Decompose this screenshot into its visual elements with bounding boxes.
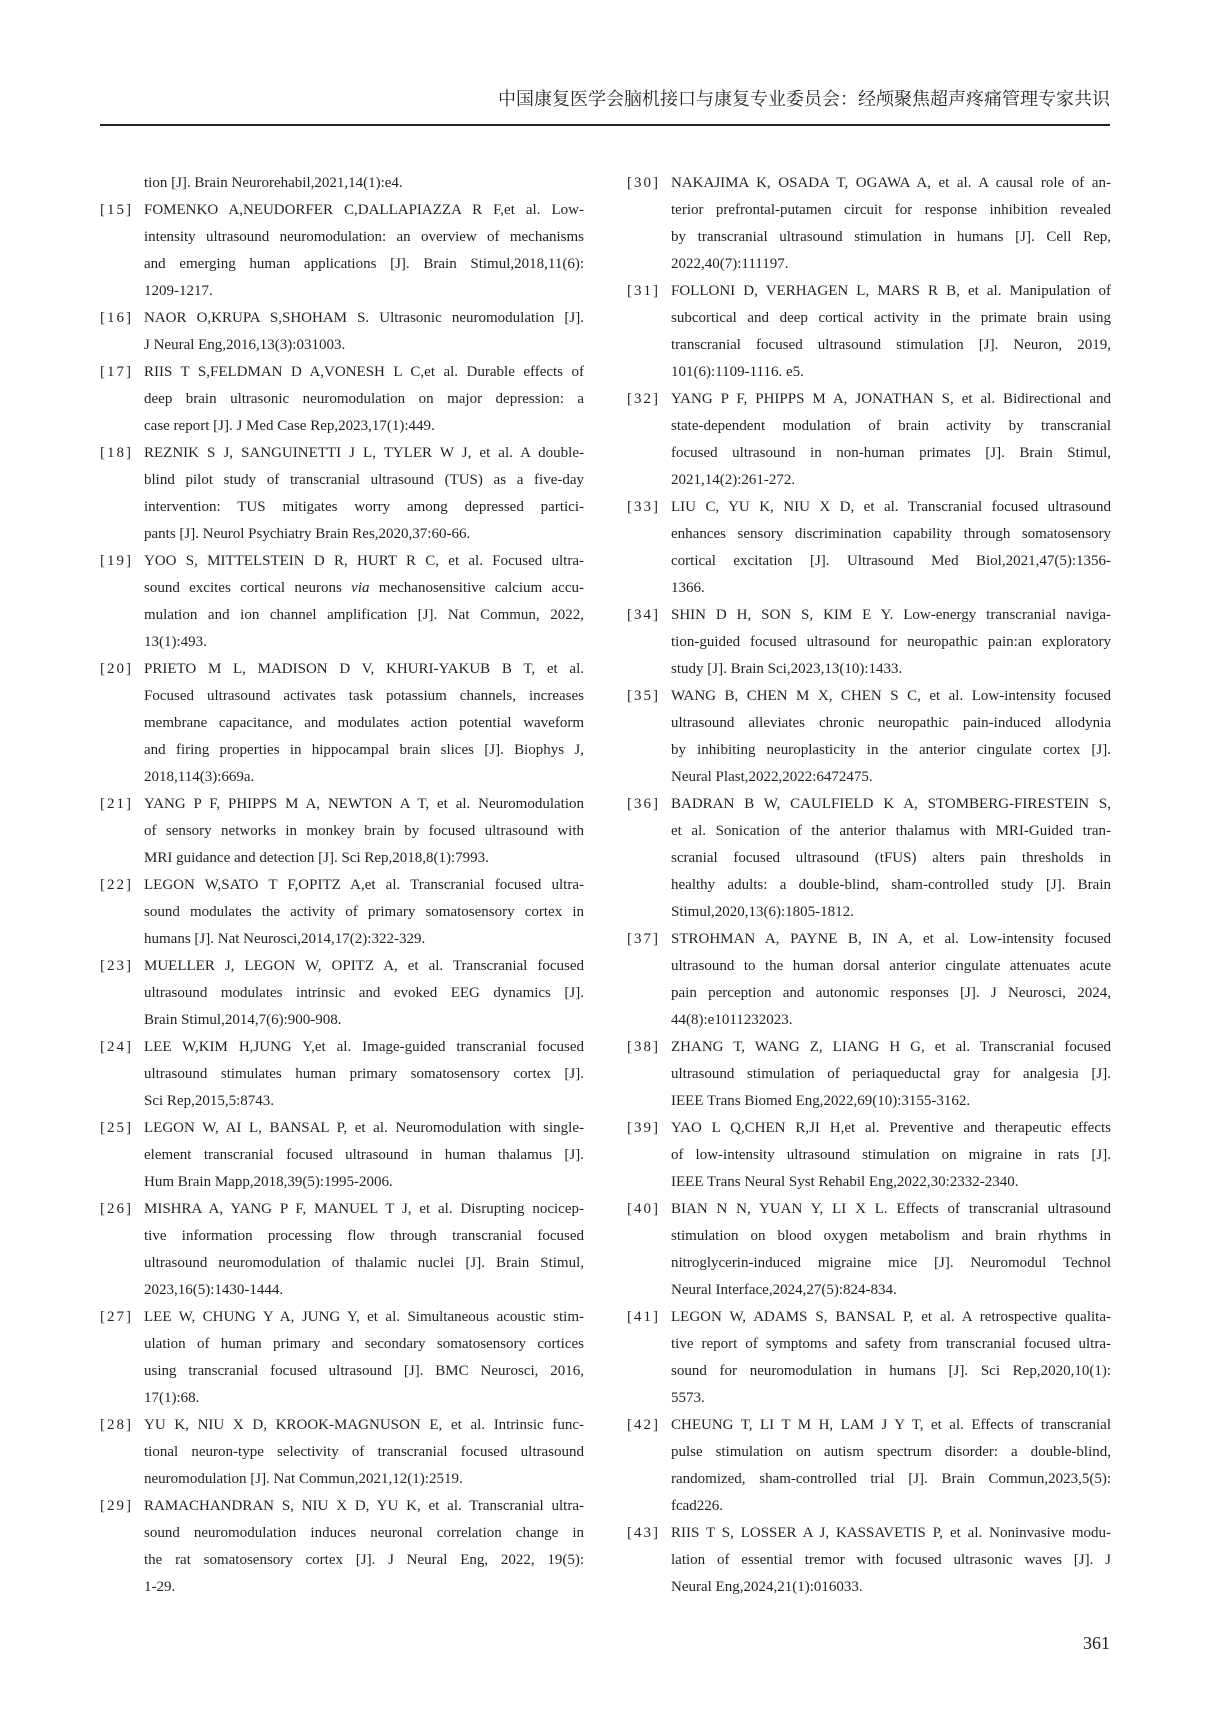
- reference-text: [144, 440, 584, 548]
- reference-entry: [627, 386, 1111, 494]
- line-segment: mechanosensitive calcium accu-: [369, 580, 584, 596]
- reference-line: CHEUNG T, LI T M H, LAM J Y T, et al. Effects of transcranial: [671, 1417, 1111, 1433]
- reference-text: [144, 1196, 584, 1304]
- page-number: 361: [1083, 1633, 1110, 1653]
- reference-number: [32]: [627, 391, 660, 407]
- reference-line: MRI guidance and detection [J]. Sci Rep,2018,8(1):7993.: [144, 850, 489, 866]
- reference-number: [23]: [100, 958, 133, 974]
- reference-number: [34]: [627, 607, 660, 623]
- reference-line: IEEE Trans Biomed Eng,2022,69(10):3155-3162.: [671, 1093, 971, 1109]
- reference-number: [20]: [100, 661, 133, 677]
- reference-entry: [627, 170, 1111, 278]
- reference-line: LIU C, YU K, NIU X D, et al. Transcranial focused ultrasound: [671, 499, 1111, 515]
- reference-entry: [627, 1034, 1111, 1115]
- reference-line: intervention: TUS mitigates worry among depressed partici-: [144, 499, 584, 515]
- reference-line: Stimul,2020,13(6):1805-1812.: [671, 904, 854, 920]
- reference-line: YU K, NIU X D, KROOK-MAGNUSON E, et al. Intrinsic func-: [144, 1417, 584, 1433]
- reference-line: YOO S, MITTELSTEIN D R, HURT R C, et al. Focused ultra-: [144, 553, 584, 569]
- reference-line: LEGON W, AI L, BANSAL P, et al. Neuromodulation with single-: [144, 1120, 584, 1136]
- reference-line: Brain Stimul,2014,7(6):900-908.: [144, 1012, 342, 1028]
- reference-line: and firing properties in hippocampal brain slices [J]. Biophys J,: [144, 742, 584, 758]
- reference-line: [144, 575, 584, 602]
- reference-line: 2018,114(3):669a.: [144, 769, 255, 785]
- reference-text: [144, 1115, 584, 1196]
- reference-text: [144, 656, 584, 791]
- reference-line: using transcranial focused ultrasound [J]. BMC Neurosci, 2016,: [144, 1363, 584, 1379]
- reference-entry: [100, 953, 584, 1034]
- reference-line: ZHANG T, WANG Z, LIANG H G, et al. Transcranial focused: [671, 1039, 1111, 1055]
- reference-line: 2022,40(7):111197.: [671, 256, 789, 272]
- reference-line: SHIN D H, SON S, KIM E Y. Low-energy transcranial naviga-: [671, 607, 1111, 623]
- reference-number: [26]: [100, 1201, 133, 1217]
- reference-text: [671, 1034, 1111, 1115]
- reference-line: 17(1):68.: [144, 1390, 200, 1406]
- reference-entry: [100, 359, 584, 440]
- reference-line: nitroglycerin-induced migraine mice [J]. Neuromodul Technol: [671, 1255, 1111, 1271]
- reference-line: 2021,14(2):261-272.: [671, 472, 796, 488]
- reference-line: tion [J]. Brain Neurorehabil,2021,14(1):e4.: [144, 175, 403, 191]
- reference-line: WANG B, CHEN M X, CHEN S C, et al. Low-intensity focused: [671, 688, 1111, 704]
- reference-line: STROHMAN A, PAYNE B, IN A, et al. Low-intensity focused: [671, 931, 1111, 947]
- reference-line: of low-intensity ultrasound stimulation on migraine in rats [J].: [671, 1147, 1111, 1163]
- reference-entry: [100, 170, 584, 197]
- reference-line: focused ultrasound in non-human primates [J]. Brain Stimul,: [671, 445, 1111, 461]
- reference-line: sound for neuromodulation in humans [J]. Sci Rep,2020,10(1):: [671, 1363, 1111, 1379]
- reference-line: ultrasound neuromodulation of thalamic nuclei [J]. Brain Stimul,: [144, 1255, 584, 1271]
- reference-text: [671, 602, 1111, 683]
- reference-text: [144, 170, 584, 197]
- reference-entry: [627, 926, 1111, 1034]
- reference-line: 1-29.: [144, 1579, 176, 1595]
- reference-line: REZNIK S J, SANGUINETTI J L, TYLER W J, et al. A double-: [144, 445, 584, 461]
- reference-entry: [627, 602, 1111, 683]
- reference-entry: [627, 1196, 1111, 1304]
- reference-line: RIIS T S, LOSSER A J, KASSAVETIS P, et al. Noninvasive modu-: [671, 1525, 1111, 1541]
- reference-line: FOLLONI D, VERHAGEN L, MARS R B, et al. Manipulation of: [671, 283, 1111, 299]
- right-column: [627, 170, 1111, 1601]
- reference-line: NAOR O,KRUPA S,SHOHAM S. Ultrasonic neuromodulation [J].: [144, 310, 584, 326]
- reference-number: [19]: [100, 553, 133, 569]
- reference-number: [39]: [627, 1120, 660, 1136]
- reference-line: IEEE Trans Neural Syst Rehabil Eng,2022,30:2332-2340.: [671, 1174, 1019, 1190]
- reference-line: of sensory networks in monkey brain by focused ultrasound with: [144, 823, 584, 839]
- reference-text: [671, 386, 1111, 494]
- reference-text: [144, 791, 584, 872]
- reference-text: [144, 548, 584, 656]
- reference-line: fcad226.: [671, 1498, 724, 1514]
- reference-text: [144, 953, 584, 1034]
- left-column: [100, 170, 584, 1601]
- reference-entry: [100, 791, 584, 872]
- reference-line: ultrasound to the human dorsal anterior cingulate attenuates acute: [671, 958, 1111, 974]
- reference-line: Focused ultrasound activates task potassium channels, increases: [144, 688, 584, 704]
- reference-entry: [100, 305, 584, 359]
- reference-line: state-dependent modulation of brain activity by transcranial: [671, 418, 1111, 434]
- reference-line: scranial focused ultrasound (tFUS) alters pain thresholds in: [671, 850, 1111, 866]
- reference-number: [41]: [627, 1309, 660, 1325]
- reference-line: enhances sensory discrimination capability through somatosensory: [671, 526, 1111, 542]
- reference-line: 101(6):1109-1116. e5.: [671, 364, 804, 380]
- reference-line: stimulation on blood oxygen metabolism and brain rhythms in: [671, 1228, 1111, 1244]
- reference-line: 2023,16(5):1430-1444.: [144, 1282, 284, 1298]
- reference-line: RAMACHANDRAN S, NIU X D, YU K, et al. Transcranial ultra-: [144, 1498, 584, 1514]
- reference-line: by transcranial ultrasound stimulation in humans [J]. Cell Rep,: [671, 229, 1111, 245]
- reference-text: [144, 1304, 584, 1412]
- reference-line: 1366.: [671, 580, 705, 596]
- reference-line: Neural Plast,2022,2022:6472475.: [671, 769, 873, 785]
- reference-number: [22]: [100, 877, 133, 893]
- reference-entry: [627, 1304, 1111, 1412]
- reference-entry: [627, 791, 1111, 926]
- reference-line: Hum Brain Mapp,2018,39(5):1995-2006.: [144, 1174, 393, 1190]
- line-segment: sound excites cortical neurons: [144, 580, 352, 596]
- reference-line: sound neuromodulation induces neuronal correlation change in: [144, 1525, 584, 1541]
- reference-line: tive report of symptoms and safety from transcranial focused ultra-: [671, 1336, 1111, 1352]
- reference-entry: [100, 1034, 584, 1115]
- reference-line: sound modulates the activity of primary somatosensory cortex in: [144, 904, 584, 920]
- reference-text: [144, 1493, 584, 1601]
- reference-line: study [J]. Brain Sci,2023,13(10):1433.: [671, 661, 903, 677]
- reference-line: ultrasound stimulates human primary somatosensory cortex [J].: [144, 1066, 584, 1082]
- reference-line: Neural Interface,2024,27(5):824-834.: [671, 1282, 897, 1298]
- reference-entry: [100, 548, 584, 656]
- reference-entry: [627, 494, 1111, 602]
- reference-line: BADRAN B W, CAULFIELD K A, STOMBERG-FIRESTEIN S,: [671, 796, 1111, 812]
- reference-line: ultrasound stimulation of periaqueductal gray for analgesia [J].: [671, 1066, 1111, 1082]
- reference-line: J Neural Eng,2016,13(3):031003.: [144, 337, 346, 353]
- reference-line: deep brain ultrasonic neuromodulation on major depression: a: [144, 391, 584, 407]
- reference-entry: [627, 1115, 1111, 1196]
- reference-text: [671, 170, 1111, 278]
- reference-line: 5573.: [671, 1390, 705, 1406]
- reference-line: YANG P F, PHIPPS M A, JONATHAN S, et al. Bidirectional and: [671, 391, 1111, 407]
- reference-number: [35]: [627, 688, 660, 704]
- reference-line: pants [J]. Neurol Psychiatry Brain Res,2020,37:60-66.: [144, 526, 471, 542]
- reference-line: healthy adults: a double-blind, sham-controlled study [J]. Brain: [671, 877, 1111, 893]
- reference-line: randomized, sham-controlled trial [J]. Brain Commun,2023,5(5):: [671, 1471, 1111, 1487]
- reference-entry: [100, 440, 584, 548]
- reference-number: [25]: [100, 1120, 133, 1136]
- reference-line: RIIS T S,FELDMAN D A,VONESH L C,et al. Durable effects of: [144, 364, 584, 380]
- reference-line: pain perception and autonomic responses [J]. J Neurosci, 2024,: [671, 985, 1111, 1001]
- reference-line: by inhibiting neuroplasticity in the anterior cingulate cortex [J].: [671, 742, 1111, 758]
- italic-term: via: [351, 580, 370, 596]
- reference-line: ultrasound modulates intrinsic and evoked EEG dynamics [J].: [144, 985, 584, 1001]
- reference-text: [671, 791, 1111, 926]
- reference-number: [40]: [627, 1201, 660, 1217]
- reference-text: [671, 1115, 1111, 1196]
- reference-number: [17]: [100, 364, 133, 380]
- reference-line: MISHRA A, YANG P F, MANUEL T J, et al. Disrupting nocicep-: [144, 1201, 584, 1217]
- reference-entry: [627, 1412, 1111, 1520]
- reference-line: Sci Rep,2015,5:8743.: [144, 1093, 274, 1109]
- reference-text: [144, 197, 584, 305]
- reference-entry: [100, 656, 584, 791]
- reference-text: [671, 683, 1111, 791]
- reference-line: terior prefrontal-putamen circuit for response inhibition revealed: [671, 202, 1111, 218]
- reference-line: tional neuron-type selectivity of transcranial focused ultrasound: [144, 1444, 584, 1460]
- reference-number: [16]: [100, 310, 133, 326]
- reference-line: and emerging human applications [J]. Brain Stimul,2018,11(6):: [144, 256, 584, 272]
- reference-number: [42]: [627, 1417, 660, 1433]
- reference-number: [27]: [100, 1309, 133, 1325]
- reference-text: [144, 1412, 584, 1493]
- reference-line: 13(1):493.: [144, 634, 207, 650]
- reference-line: membrane capacitance, and modulates action potential waveform: [144, 715, 584, 731]
- reference-line: element transcranial focused ultrasound in human thalamus [J].: [144, 1147, 584, 1163]
- reference-line: LEGON W, ADAMS S, BANSAL P, et al. A retrospective qualita-: [671, 1309, 1111, 1325]
- reference-line: 1209-1217.: [144, 283, 213, 299]
- reference-entry: [100, 197, 584, 305]
- reference-text: [671, 926, 1111, 1034]
- reference-line: BIAN N N, YUAN Y, LI X L. Effects of transcranial ultrasound: [671, 1201, 1111, 1217]
- reference-text: [671, 1520, 1111, 1601]
- reference-line: transcranial focused ultrasound stimulation [J]. Neuron, 2019,: [671, 337, 1111, 353]
- reference-line: PRIETO M L, MADISON D V, KHURI-YAKUB B T, et al.: [144, 661, 584, 677]
- reference-number: [21]: [100, 796, 133, 812]
- reference-line: tion-guided focused ultrasound for neuropathic pain:an exploratory: [671, 634, 1111, 650]
- reference-line: FOMENKO A,NEUDORFER C,DALLAPIAZZA R F,et al. Low-: [144, 202, 584, 218]
- reference-line: intensity ultrasound neuromodulation: an overview of mechanisms: [144, 229, 584, 245]
- reference-line: NAKAJIMA K, OSADA T, OGAWA A, et al. A causal role of an-: [671, 175, 1111, 191]
- reference-line: the rat somatosensory cortex [J]. J Neural Eng, 2022, 19(5):: [144, 1552, 584, 1568]
- reference-number: [28]: [100, 1417, 133, 1433]
- reference-text: [671, 1304, 1111, 1412]
- reference-line: mulation and ion channel amplification [J]. Nat Commun, 2022,: [144, 607, 584, 623]
- reference-line: blind pilot study of transcranial ultrasound (TUS) as a five-day: [144, 472, 584, 488]
- reference-number: [31]: [627, 283, 660, 299]
- reference-line: Neural Eng,2024,21(1):016033.: [671, 1579, 863, 1595]
- reference-line: LEE W,KIM H,JUNG Y,et al. Image-guided transcranial focused: [144, 1039, 584, 1055]
- reference-line: neuromodulation [J]. Nat Commun,2021,12(1):2519.: [144, 1471, 463, 1487]
- reference-text: [144, 305, 584, 359]
- reference-text: [144, 1034, 584, 1115]
- running-header-title: 中国康复医学会脑机接口与康复专业委员会：经颅聚焦超声疼痛管理专家共识: [498, 89, 1110, 109]
- reference-line: YANG P F, PHIPPS M A, NEWTON A T, et al. Neuromodulation: [144, 796, 584, 812]
- reference-entry: [100, 1412, 584, 1493]
- reference-line: humans [J]. Nat Neurosci,2014,17(2):322-329.: [144, 931, 426, 947]
- reference-line: et al. Sonication of the anterior thalamus with MRI-Guided tran-: [671, 823, 1111, 839]
- reference-number: [38]: [627, 1039, 660, 1055]
- reference-text: [144, 872, 584, 953]
- reference-text: [671, 1412, 1111, 1520]
- reference-line: case report [J]. J Med Case Rep,2023,17(1):449.: [144, 418, 435, 434]
- reference-line: LEGON W,SATO T F,OPITZ A,et al. Transcranial focused ultra-: [144, 877, 584, 893]
- reference-line: cortical excitation [J]. Ultrasound Med Biol,2021,47(5):1356-: [671, 553, 1111, 569]
- reference-number: [33]: [627, 499, 660, 515]
- header-rule: [100, 124, 1110, 126]
- reference-entry: [627, 278, 1111, 386]
- reference-number: [43]: [627, 1525, 660, 1541]
- reference-line: lation of essential tremor with focused ultrasonic waves [J]. J: [671, 1552, 1111, 1568]
- reference-line: YAO L Q,CHEN R,JI H,et al. Preventive and therapeutic effects: [671, 1120, 1111, 1136]
- reference-number: [36]: [627, 796, 660, 812]
- reference-number: [15]: [100, 202, 133, 218]
- reference-text: [144, 359, 584, 440]
- reference-entry: [627, 683, 1111, 791]
- reference-entry: [100, 1196, 584, 1304]
- reference-line: LEE W, CHUNG Y A, JUNG Y, et al. Simultaneous acoustic stim-: [144, 1309, 584, 1325]
- reference-number: [24]: [100, 1039, 133, 1055]
- reference-line: ultrasound alleviates chronic neuropathic pain-induced allodynia: [671, 715, 1111, 731]
- reference-entry: [100, 1493, 584, 1601]
- reference-number: [29]: [100, 1498, 133, 1514]
- reference-line: pulse stimulation on autism spectrum disorder: a double-blind,: [671, 1444, 1111, 1460]
- reference-text: [671, 1196, 1111, 1304]
- reference-line: MUELLER J, LEGON W, OPITZ A, et al. Transcranial focused: [144, 958, 584, 974]
- reference-line: ulation of human primary and secondary somatosensory cortices: [144, 1336, 584, 1352]
- reference-entry: [100, 1304, 584, 1412]
- reference-entry: [627, 1520, 1111, 1601]
- reference-number: [37]: [627, 931, 660, 947]
- reference-number: [30]: [627, 175, 660, 191]
- reference-line: subcortical and deep cortical activity in the primate brain using: [671, 310, 1111, 326]
- reference-line: tive information processing flow through transcranial focused: [144, 1228, 584, 1244]
- reference-entry: [100, 1115, 584, 1196]
- reference-text: [671, 494, 1111, 602]
- reference-line: 44(8):e1011232023.: [671, 1012, 793, 1028]
- reference-number: [18]: [100, 445, 133, 461]
- reference-entry: [100, 872, 584, 953]
- reference-text: [671, 278, 1111, 386]
